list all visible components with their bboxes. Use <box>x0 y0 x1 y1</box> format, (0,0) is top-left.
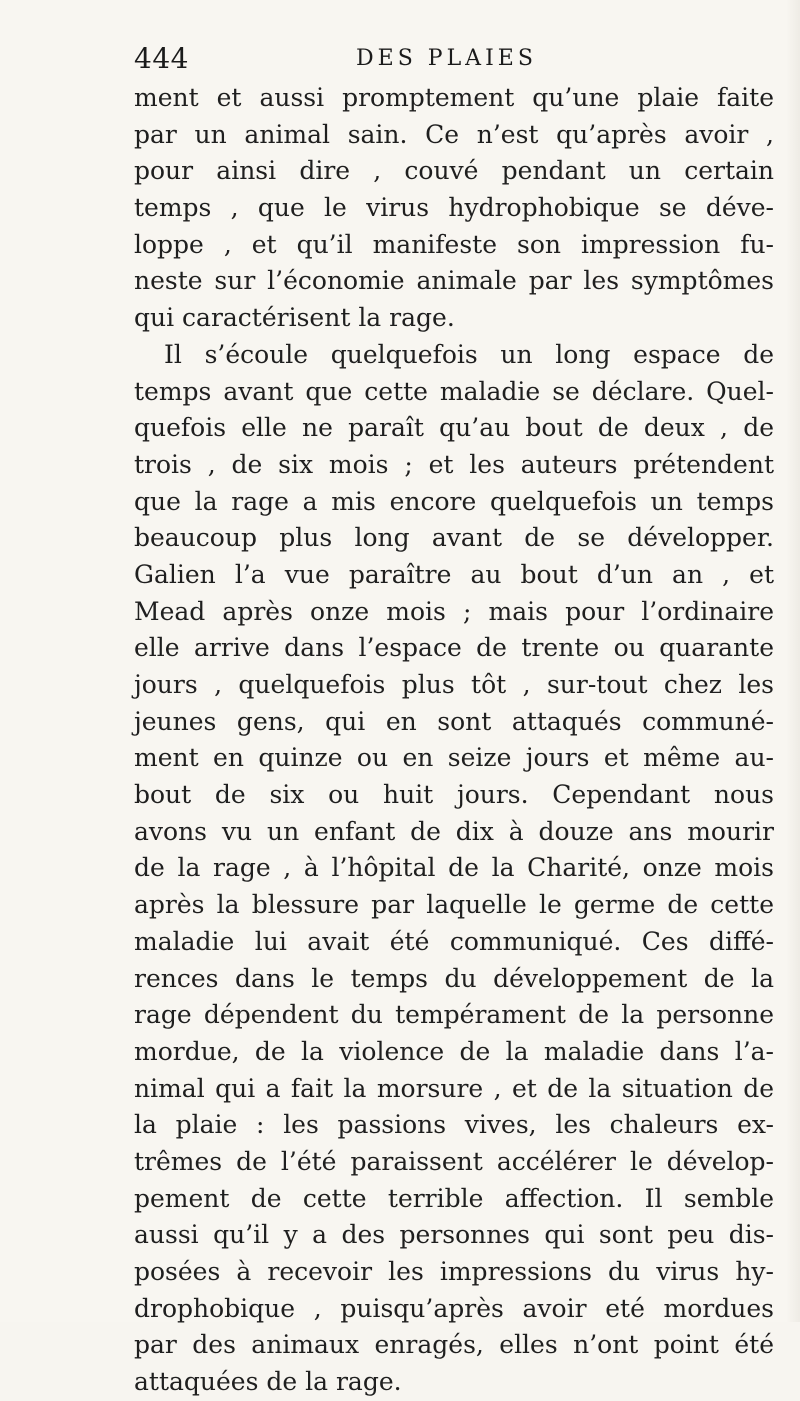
text-line: jeunes gens, qui en sont attaqués communé- <box>134 706 774 736</box>
text-line: ment en quinze ou en seize jours et même au- <box>134 743 774 773</box>
text-line: la plaie : les passions vives, les chaleurs ex- <box>134 1110 774 1140</box>
text-line: Il s’écoule quelquefois un long espace de <box>164 339 774 369</box>
text-line: nimal qui a fait la morsure , et de la situation de <box>134 1073 774 1103</box>
text-line: rage dépendent du tempérament de la personne <box>134 1000 774 1030</box>
text-line: trois , de six mois ; et les auteurs prétendent <box>134 449 774 479</box>
page-number: 444 <box>134 42 189 75</box>
text-line: jours , quelquefois plus tôt , sur-tout chez les <box>134 670 774 699</box>
text-line: Galien l’a vue paraître au bout d’un an , et <box>134 559 774 589</box>
page-header <box>134 42 774 82</box>
text-line: avons vu un enfant de dix à douze ans mourir <box>134 816 774 846</box>
text-line: de la rage , à l’hôpital de la Charité, onze mois <box>134 853 774 883</box>
text-line: temps , que le virus hydrophobique se déve- <box>134 193 774 223</box>
text-line: que la rage a mis encore quelquefois un temps <box>134 486 774 516</box>
text-line: pour ainsi dire , couvé pendant un certain <box>134 156 774 186</box>
text-line: posées à recevoir les impressions du virus hy- <box>134 1257 774 1286</box>
page-edge-shadow <box>786 0 800 1322</box>
text-line: pement de cette terrible affection. Il semble <box>134 1183 774 1213</box>
text-line: maladie lui avait été communiqué. Ces diffé- <box>134 926 774 956</box>
text-line: temps avant que cette maladie se déclare. Quel- <box>134 376 774 406</box>
text-line: quefois elle ne paraît qu’au bout de deux , de <box>134 413 774 443</box>
text-line: par des animaux enragés, elles n’ont point été <box>134 1330 774 1360</box>
body-text <box>134 80 774 1401</box>
text-line: bout de six ou huit jours. Cependant nous <box>134 780 774 810</box>
text-line: par un animal sain. Ce n’est qu’après avoir , <box>134 119 774 149</box>
text-line: trêmes de l’été paraissent accélérer le dévelop- <box>134 1146 774 1176</box>
text-line: Mead après onze mois ; mais pour l’ordinaire <box>134 596 774 626</box>
text-line: rences dans le temps du développement de la <box>134 963 774 993</box>
text-line: loppe , et qu’il manifeste son impression fu- <box>134 229 774 259</box>
running-title: DES PLAIES <box>356 46 537 71</box>
text-line: attaquées de la rage. <box>134 1367 402 1397</box>
text-line: mordue, de la violence de la maladie dans l’a- <box>134 1036 774 1066</box>
text-line: aussi qu’il y a des personnes qui sont peu dis- <box>134 1220 774 1250</box>
text-line: beaucoup plus long avant de se développer. <box>134 523 774 553</box>
text-line: après la blessure par laquelle le germe de cette <box>134 890 774 920</box>
text-line: qui caractérisent la rage. <box>134 303 455 333</box>
text-line: ment et aussi promptement qu’une plaie faite <box>134 83 774 112</box>
text-line: elle arrive dans l’espace de trente ou quarante <box>134 633 774 663</box>
text-line: neste sur l’économie animale par les symptômes <box>134 266 774 296</box>
text-line: drophobique , puisqu’après avoir eté mordues <box>134 1293 774 1323</box>
